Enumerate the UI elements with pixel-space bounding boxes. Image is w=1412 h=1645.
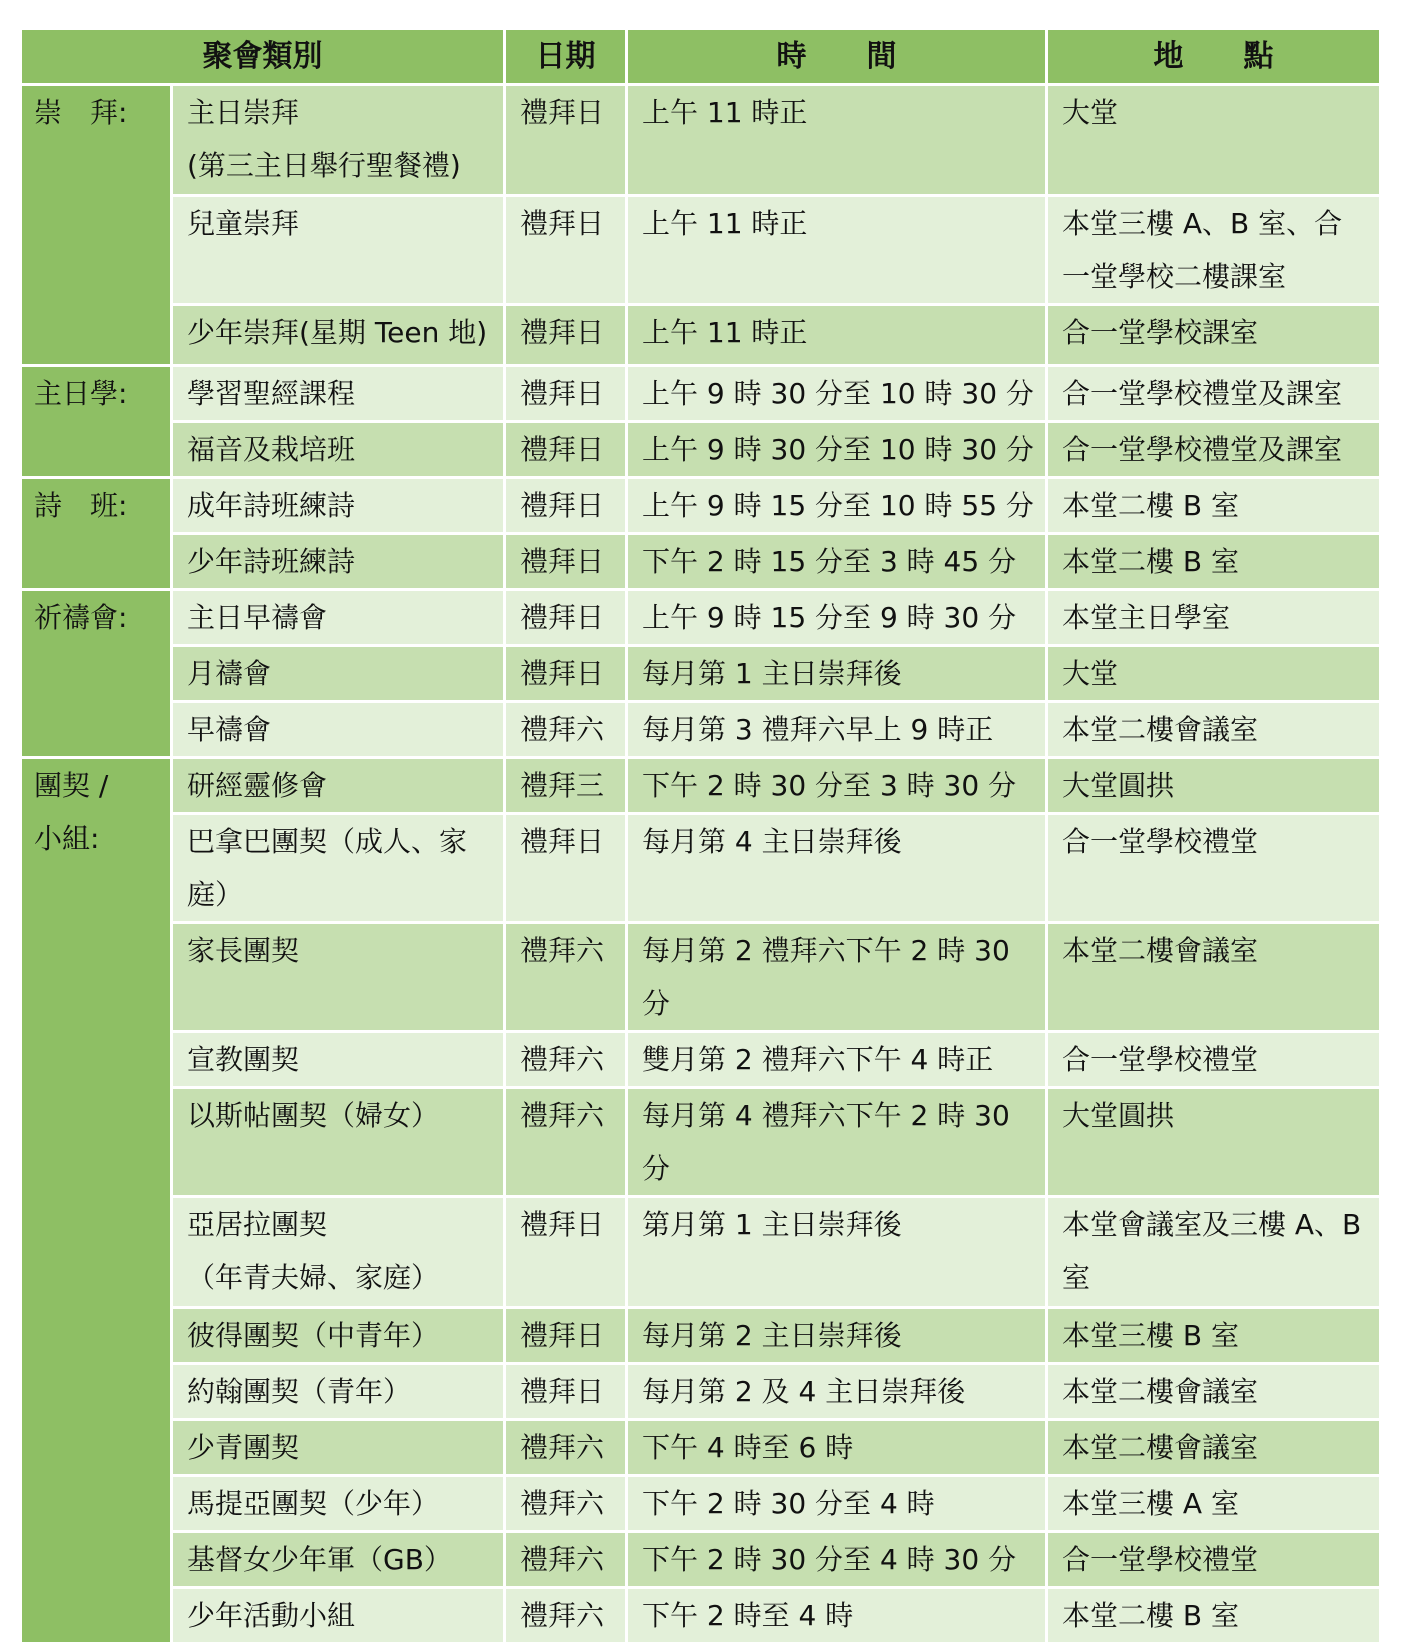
place-cell-text: 本堂主日學室	[1062, 601, 1231, 634]
day-cell-text: 禮拜日	[520, 316, 605, 349]
day-cell	[506, 1089, 625, 1195]
place-cell	[1048, 1309, 1379, 1362]
time-cell	[628, 1198, 1045, 1306]
place-cell	[1048, 306, 1379, 364]
day-cell-text: 禮拜六	[520, 1099, 605, 1132]
day-cell	[506, 1198, 625, 1306]
place-cell-text: 本堂二樓會議室	[1062, 1431, 1259, 1464]
day-cell	[506, 1421, 625, 1474]
day-cell	[506, 924, 625, 1030]
time-cell-text: 下午 4 時至 6 時	[642, 1431, 854, 1464]
category-sunday-school	[22, 367, 170, 476]
place-cell	[1048, 1477, 1379, 1530]
day-cell	[506, 1477, 625, 1530]
table-row	[22, 535, 1379, 588]
table-row	[22, 924, 1379, 1030]
time-cell	[628, 924, 1045, 1030]
place-cell-text: 合一堂學校禮堂及課室	[1062, 433, 1343, 466]
meeting-name-cell-text: 少年崇拜(星期 Teen 地)	[187, 316, 488, 349]
day-cell-text: 禮拜日	[520, 96, 605, 129]
day-cell-text: 禮拜六	[520, 934, 605, 967]
time-cell-text: 每月第 1 主日崇拜後	[642, 657, 902, 690]
time-cell	[628, 1089, 1045, 1195]
meeting-name-cell	[173, 1533, 503, 1586]
place-cell	[1048, 1533, 1379, 1586]
day-cell-text: 禮拜六	[520, 1487, 605, 1520]
meeting-name-cell	[173, 1365, 503, 1418]
time-cell-text: 每月第 2 禮拜六下午 2 時 30 分	[642, 934, 1010, 1020]
day-cell	[506, 197, 625, 303]
place-cell	[1048, 367, 1379, 420]
day-cell-text: 禮拜日	[520, 1208, 605, 1241]
time-cell	[628, 647, 1045, 700]
time-cell	[628, 197, 1045, 303]
meeting-name-cell	[173, 1477, 503, 1530]
day-cell	[506, 479, 625, 532]
table-row	[22, 1198, 1379, 1306]
time-cell-text: 上午 9 時 15 分至 9 時 30 分	[642, 601, 1017, 634]
meeting-name-cell	[173, 197, 503, 303]
time-cell-text: 下午 2 時 15 分至 3 時 45 分	[642, 545, 1017, 578]
day-cell-text: 禮拜三	[520, 769, 605, 802]
place-cell	[1048, 1421, 1379, 1474]
place-cell	[1048, 1365, 1379, 1418]
meeting-name-cell-text: 兒童崇拜	[187, 207, 300, 240]
place-cell	[1048, 703, 1379, 756]
time-cell-text: 第月第 1 主日崇拜後	[642, 1208, 902, 1241]
time-cell-text: 上午 9 時 30 分至 10 時 30 分	[642, 433, 1034, 466]
meeting-name-cell-text: 月禱會	[187, 657, 272, 690]
time-cell-text: 下午 2 時 30 分至 3 時 30 分	[642, 769, 1017, 802]
meeting-name-cell-text: 宣教團契	[187, 1043, 300, 1076]
time-cell-text: 下午 2 時至 4 時	[642, 1599, 854, 1632]
place-cell-text: 本堂二樓 B 室	[1062, 1599, 1240, 1632]
meeting-name-cell	[173, 306, 503, 364]
place-cell-text: 合一堂學校禮堂	[1062, 825, 1259, 858]
meeting-name-cell-text: 少青團契	[187, 1431, 300, 1464]
meeting-name-cell	[173, 479, 503, 532]
day-cell-text: 禮拜六	[520, 1043, 605, 1076]
day-cell	[506, 1309, 625, 1362]
header-row	[22, 30, 1379, 83]
header-day: 日期	[506, 30, 625, 83]
time-cell-text: 上午 9 時 30 分至 10 時 30 分	[642, 377, 1034, 410]
day-cell-text: 禮拜日	[520, 1375, 605, 1408]
meeting-name-cell	[173, 759, 503, 812]
meeting-name-cell	[173, 647, 503, 700]
day-cell-text: 禮拜日	[520, 433, 605, 466]
day-cell	[506, 1365, 625, 1418]
category-worship	[22, 86, 170, 364]
day-cell	[506, 306, 625, 364]
place-cell	[1048, 647, 1379, 700]
day-cell	[506, 535, 625, 588]
meeting-name-cell-text: 福音及栽培班	[187, 433, 356, 466]
time-cell	[628, 306, 1045, 364]
table-row	[22, 479, 1379, 532]
time-cell-text: 每月第 2 主日崇拜後	[642, 1319, 902, 1352]
day-cell-text: 禮拜日	[520, 1319, 605, 1352]
time-cell	[628, 815, 1045, 921]
table-row	[22, 703, 1379, 756]
place-cell	[1048, 1089, 1379, 1195]
place-cell-text: 大堂	[1062, 657, 1119, 690]
meeting-name-cell-text: 主日崇拜	[187, 96, 300, 129]
day-cell-text: 禮拜六	[520, 1599, 605, 1632]
meeting-name-cell-text: 以斯帖團契（婦女）	[187, 1099, 440, 1132]
place-cell-text: 大堂圓拱	[1062, 1099, 1175, 1132]
time-cell	[628, 423, 1045, 476]
day-cell	[506, 1533, 625, 1586]
time-cell	[628, 759, 1045, 812]
meeting-name-cell	[173, 1421, 503, 1474]
meeting-name-cell	[173, 591, 503, 644]
header-category: 聚會類別	[22, 30, 503, 83]
meeting-name-cell-text: 約翰團契（青年）	[187, 1375, 412, 1408]
table-row	[22, 423, 1379, 476]
meeting-name-cell-text: 研經靈修會	[187, 769, 328, 802]
place-cell-text: 本堂會議室及三樓 A、B	[1062, 1208, 1362, 1241]
meeting-name-cell-text: 亞居拉團契	[187, 1208, 328, 1241]
day-cell-text: 禮拜六	[520, 1543, 605, 1576]
place-cell-text: 本堂三樓 A、B 室、合	[1062, 207, 1343, 240]
meeting-name-cell-text: 少年詩班練詩	[187, 545, 356, 578]
table-row	[22, 1365, 1379, 1418]
day-cell	[506, 591, 625, 644]
day-cell	[506, 759, 625, 812]
day-cell-text: 禮拜日	[520, 825, 605, 858]
time-cell	[628, 86, 1045, 194]
time-cell-text: 下午 2 時 30 分至 4 時	[642, 1487, 935, 1520]
meeting-name-cell-text: 基督女少年軍（GB）	[187, 1543, 452, 1576]
category-label: 崇 拜:	[34, 96, 128, 129]
place-cell-text: 本堂二樓會議室	[1062, 934, 1259, 967]
table-row	[22, 647, 1379, 700]
place-cell-text: 本堂二樓 B 室	[1062, 489, 1240, 522]
meeting-name-cell-text: 少年活動小組	[187, 1599, 356, 1632]
meeting-name-cell	[173, 86, 503, 194]
time-cell	[628, 1421, 1045, 1474]
place-cell-text: 本堂二樓會議室	[1062, 1375, 1259, 1408]
table-row	[22, 1477, 1379, 1530]
day-cell-text: 禮拜日	[520, 601, 605, 634]
day-cell-text: 禮拜日	[520, 489, 605, 522]
place-cell	[1048, 591, 1379, 644]
time-cell-text: 下午 2 時 30 分至 4 時 30 分	[642, 1543, 1017, 1576]
time-cell	[628, 535, 1045, 588]
meeting-name-cell	[173, 1309, 503, 1362]
day-cell-text: 禮拜日	[520, 657, 605, 690]
place-cell-text: 合一堂學校禮堂	[1062, 1043, 1259, 1076]
meeting-name-cell-text: 彼得團契（中青年）	[187, 1319, 440, 1352]
time-cell	[628, 1533, 1045, 1586]
meeting-name-cell	[173, 1198, 503, 1306]
category-label: 團契 /	[34, 769, 109, 802]
day-cell-text: 禮拜日	[520, 545, 605, 578]
category-prayer	[22, 591, 170, 756]
day-cell	[506, 423, 625, 476]
time-cell-text: 上午 11 時正	[642, 96, 808, 129]
meeting-name-cell	[173, 1033, 503, 1086]
place-cell	[1048, 479, 1379, 532]
table-row	[22, 367, 1379, 420]
time-cell-text: 雙月第 2 禮拜六下午 4 時正	[642, 1043, 994, 1076]
table-row	[22, 197, 1379, 303]
place-cell	[1048, 815, 1379, 921]
place-cell-text: 本堂二樓 B 室	[1062, 545, 1240, 578]
time-cell	[628, 1589, 1045, 1642]
day-cell-text: 禮拜日	[520, 377, 605, 410]
day-cell	[506, 647, 625, 700]
meeting-name-cell-text: 主日早禱會	[187, 601, 328, 634]
time-cell	[628, 591, 1045, 644]
day-cell	[506, 815, 625, 921]
time-cell-text: 上午 11 時正	[642, 316, 808, 349]
meeting-name-cell-text: 學習聖經課程	[187, 377, 356, 410]
schedule-table	[19, 27, 1382, 1645]
time-cell	[628, 479, 1045, 532]
day-cell	[506, 86, 625, 194]
place-cell	[1048, 1033, 1379, 1086]
meeting-name-cell-text: 馬提亞團契（少年）	[187, 1487, 440, 1520]
place-cell	[1048, 1589, 1379, 1642]
time-cell-text: 上午 9 時 15 分至 10 時 55 分	[642, 489, 1034, 522]
place-cell	[1048, 86, 1379, 194]
meeting-name-cell-text: 成年詩班練詩	[187, 489, 356, 522]
meeting-name-cell	[173, 815, 503, 921]
place-cell-text: 大堂圓拱	[1062, 769, 1175, 802]
meeting-name-cell	[173, 1589, 503, 1642]
table-row	[22, 1309, 1379, 1362]
place-cell-text: 大堂	[1062, 96, 1119, 129]
table-row	[22, 306, 1379, 364]
table-row	[22, 759, 1379, 812]
place-cell	[1048, 423, 1379, 476]
place-cell-text: 本堂三樓 B 室	[1062, 1319, 1240, 1352]
time-cell-text: 上午 11 時正	[642, 207, 808, 240]
category-fellowship	[22, 759, 170, 1642]
place-cell-text: 合一堂學校禮堂及課室	[1062, 377, 1343, 410]
time-cell-text: 每月第 2 及 4 主日崇拜後	[642, 1375, 966, 1408]
category-label: 小組:	[34, 822, 100, 855]
table-row	[22, 1089, 1379, 1195]
place-cell-text: 合一堂學校禮堂	[1062, 1543, 1259, 1576]
time-cell	[628, 367, 1045, 420]
day-cell-text: 禮拜日	[520, 207, 605, 240]
place-cell-text: 本堂二樓會議室	[1062, 713, 1259, 746]
day-cell	[506, 367, 625, 420]
day-cell	[506, 703, 625, 756]
meeting-name-cell	[173, 367, 503, 420]
meeting-name-cell	[173, 703, 503, 756]
place-cell	[1048, 924, 1379, 1030]
table-row	[22, 1589, 1379, 1642]
day-cell-text: 禮拜六	[520, 713, 605, 746]
place-cell	[1048, 197, 1379, 303]
time-cell	[628, 1477, 1045, 1530]
table-row	[22, 86, 1379, 194]
table-row	[22, 1033, 1379, 1086]
meeting-name-cell	[173, 924, 503, 1030]
day-cell-text: 禮拜六	[520, 1431, 605, 1464]
header-time: 時 間	[628, 30, 1045, 83]
header-place: 地 點	[1048, 30, 1379, 83]
place-cell-text: 合一堂學校課室	[1062, 316, 1259, 349]
meeting-name-cell-text: （年青夫婦、家庭）	[187, 1261, 440, 1294]
place-cell	[1048, 1198, 1379, 1306]
meeting-name-cell	[173, 423, 503, 476]
time-cell-text: 每月第 3 禮拜六早上 9 時正	[642, 713, 994, 746]
category-label: 祈禱會:	[34, 601, 128, 634]
meeting-name-cell-text: 早禱會	[187, 713, 272, 746]
table-row	[22, 1533, 1379, 1586]
time-cell-text: 每月第 4 禮拜六下午 2 時 30 分	[642, 1099, 1010, 1185]
table-row	[22, 815, 1379, 921]
time-cell	[628, 1309, 1045, 1362]
day-cell	[506, 1589, 625, 1642]
time-cell	[628, 703, 1045, 756]
place-cell-text: 室	[1062, 1261, 1091, 1294]
category-label: 主日學:	[34, 377, 128, 410]
category-choir	[22, 479, 170, 588]
time-cell-text: 每月第 4 主日崇拜後	[642, 825, 902, 858]
place-cell	[1048, 759, 1379, 812]
meeting-name-cell-text: 家長團契	[187, 934, 300, 967]
meeting-name-cell-text: (第三主日舉行聖餐禮)	[187, 149, 461, 182]
place-cell	[1048, 535, 1379, 588]
meeting-name-cell	[173, 1089, 503, 1195]
place-cell-text: 本堂三樓 A 室	[1062, 1487, 1239, 1520]
place-cell-text: 一堂學校二樓課室	[1062, 260, 1287, 293]
day-cell	[506, 1033, 625, 1086]
meeting-name-cell	[173, 535, 503, 588]
meeting-name-cell-text: 巴拿巴團契（成人、家庭）	[187, 825, 468, 911]
table-row	[22, 591, 1379, 644]
category-label: 詩 班:	[34, 489, 128, 522]
time-cell	[628, 1365, 1045, 1418]
table-row	[22, 1421, 1379, 1474]
time-cell	[628, 1033, 1045, 1086]
